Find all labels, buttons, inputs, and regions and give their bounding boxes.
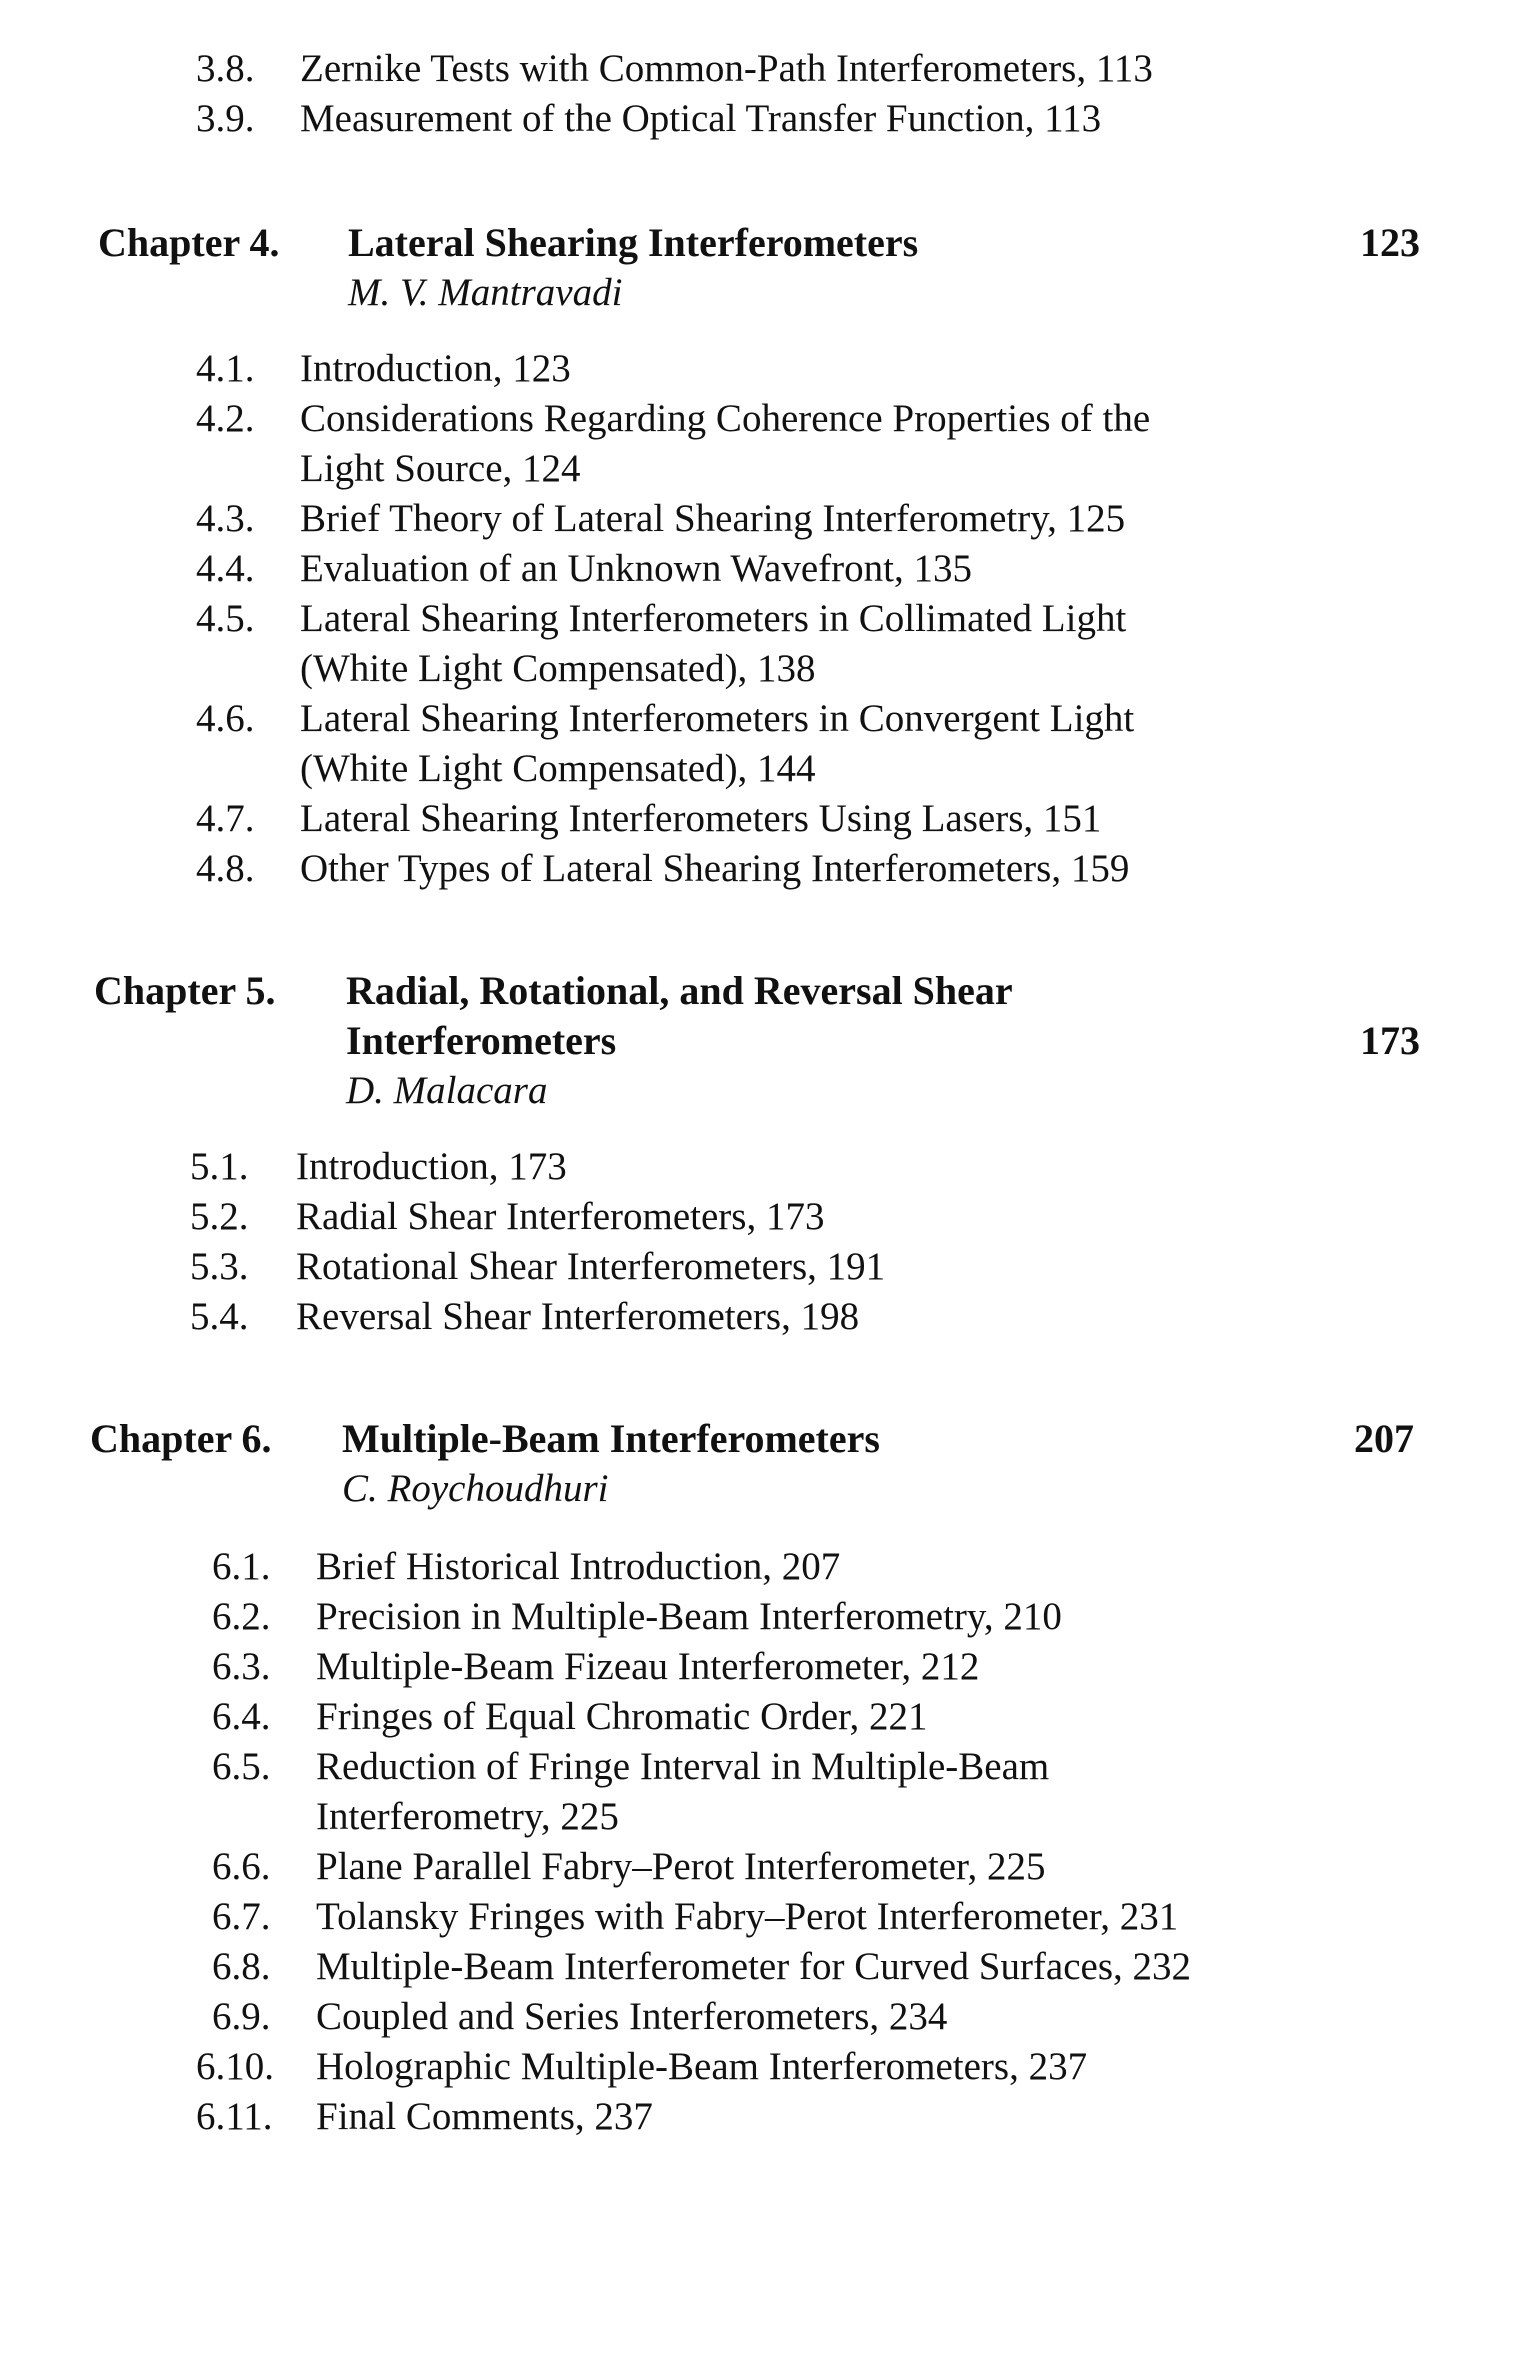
entry-text: Reversal Shear Interferometers, 198 [296, 1295, 860, 1338]
entry-number: 5.2. [190, 1195, 249, 1238]
entry-text: Introduction, 123 [300, 347, 571, 390]
entry-number: 6.2. [212, 1595, 271, 1638]
entry-text: (White Light Compensated), 138 [300, 647, 816, 690]
entry-number: 6.4. [212, 1695, 271, 1738]
entry-number: 4.3. [196, 497, 255, 540]
entry-text: Other Types of Lateral Shearing Interferometers, 159 [300, 847, 1130, 890]
entry-number: 6.9. [212, 1995, 271, 2038]
chapter-title: Lateral Shearing Interferometers [348, 220, 919, 265]
entry-number: 4.8. [196, 847, 255, 890]
chapter-title: Multiple-Beam Interferometers [342, 1416, 880, 1461]
entry-text: Interferometry, 225 [316, 1795, 619, 1838]
entry-text: (White Light Compensated), 144 [300, 747, 816, 790]
entry-text: Holographic Multiple-Beam Interferometers, 237 [316, 2045, 1088, 2088]
entry-text: Reduction of Fringe Interval in Multiple-Beam [316, 1745, 1050, 1788]
entry-text: Introduction, 173 [296, 1145, 567, 1188]
chapter-author: D. Malacara [346, 1069, 548, 1112]
entry-text: Precision in Multiple-Beam Interferometry, 210 [316, 1595, 1062, 1638]
entry-number: 6.8. [212, 1945, 271, 1988]
entry-text: Brief Theory of Lateral Shearing Interferometry, 125 [300, 497, 1126, 540]
entry-text: Lateral Shearing Interferometers in Collimated Light [300, 597, 1127, 640]
entry-number: 5.4. [190, 1295, 249, 1338]
chapter-label: Chapter 4. [98, 220, 280, 265]
entry-number: 6.10. [196, 2045, 274, 2088]
entry-number: 6.5. [212, 1745, 271, 1788]
chapter-page-number: 123 [1360, 220, 1420, 265]
chapter-label: Chapter 5. [94, 968, 276, 1013]
entry-text: Tolansky Fringes with Fabry–Perot Interferometer, 231 [316, 1895, 1179, 1938]
chapter-author: M. V. Mantravadi [348, 271, 623, 314]
entry-text: Considerations Regarding Coherence Properties of the [300, 397, 1151, 440]
entry-text: Lateral Shearing Interferometers Using Lasers, 151 [300, 797, 1102, 840]
chapter-page-number: 173 [1360, 1018, 1420, 1063]
entry-text: Final Comments, 237 [316, 2095, 653, 2138]
entry-text: Measurement of the Optical Transfer Function, 113 [300, 97, 1102, 140]
entry-number: 4.7. [196, 797, 255, 840]
entry-text: Multiple-Beam Interferometer for Curved Surfaces, 232 [316, 1945, 1192, 1988]
chapter-page-number: 207 [1354, 1416, 1414, 1461]
entry-text: Radial Shear Interferometers, 173 [296, 1195, 825, 1238]
entry-text: Brief Historical Introduction, 207 [316, 1545, 841, 1588]
entry-text: Lateral Shearing Interferometers in Convergent Light [300, 697, 1135, 740]
entry-text: Rotational Shear Interferometers, 191 [296, 1245, 886, 1288]
entry-number: 4.4. [196, 547, 255, 590]
entry-number: 6.6. [212, 1845, 271, 1888]
entry-text: Zernike Tests with Common-Path Interferometers, 113 [300, 47, 1153, 90]
entry-number: 3.9. [196, 97, 255, 140]
entry-text: Coupled and Series Interferometers, 234 [316, 1995, 948, 2038]
entry-number: 6.7. [212, 1895, 271, 1938]
entry-number: 3.8. [196, 47, 255, 90]
entry-number: 4.6. [196, 697, 255, 740]
entry-number: 6.1. [212, 1545, 271, 1588]
entry-text: Multiple-Beam Fizeau Interferometer, 212 [316, 1645, 980, 1688]
entry-number: 6.3. [212, 1645, 271, 1688]
entry-number: 5.3. [190, 1245, 249, 1288]
entry-number: 4.1. [196, 347, 255, 390]
chapter-title: Radial, Rotational, and Reversal Shear [346, 968, 1013, 1013]
chapter-author: C. Roychoudhuri [342, 1467, 609, 1510]
entry-number: 4.2. [196, 397, 255, 440]
chapter-label: Chapter 6. [90, 1416, 272, 1461]
entry-text: Evaluation of an Unknown Wavefront, 135 [300, 547, 972, 590]
entry-text: Fringes of Equal Chromatic Order, 221 [316, 1695, 928, 1738]
entry-text: Light Source, 124 [300, 447, 581, 490]
entry-number: 5.1. [190, 1145, 249, 1188]
entry-number: 4.5. [196, 597, 255, 640]
entry-text: Plane Parallel Fabry–Perot Interferometer, 225 [316, 1845, 1046, 1888]
entry-number: 6.11. [196, 2095, 273, 2138]
chapter-title: Interferometers [346, 1018, 617, 1063]
